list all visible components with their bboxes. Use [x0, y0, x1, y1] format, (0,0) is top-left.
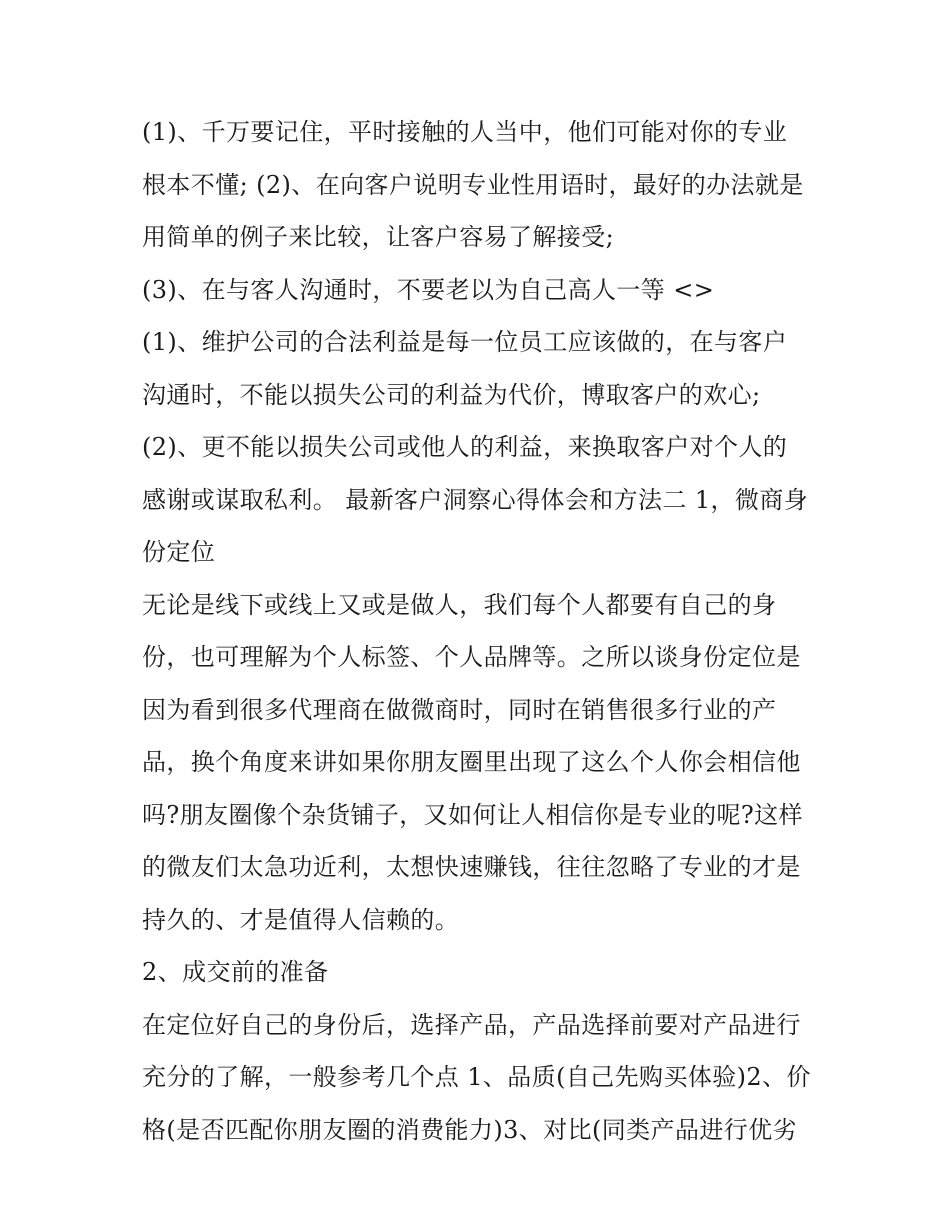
text-line: 的微友们太急功近利，太想快速赚钱，往往忽略了专业的才是 — [142, 853, 801, 881]
text-line: 品，换个角度来讲如果你朋友圈里出现了这么个人你会相信他 — [142, 748, 801, 776]
text-line: 在定位好自己的身份后，选择产品，产品选择前要对产品进行 — [142, 1010, 801, 1039]
text-line: 充分的了解，一般参考几个点 1、品质(自己先购买体验)2、价 — [142, 1063, 811, 1091]
text-line: 根本不懂; (2)、在向客户说明专业性用语时，最好的办法就是 — [142, 170, 804, 199]
text-line: (2)、更不能以损失公司或他人的利益，来换取客户对个人的 — [142, 433, 788, 461]
body-text — [142, 106, 822, 1156]
text-line: (1)、维护公司的合法利益是每一位员工应该做的，在与客户 — [142, 328, 788, 356]
text-line: 格(是否匹配你朋友圈的消费能力)3、对比(同类产品进行优劣 — [142, 1115, 797, 1144]
text-line: (3)、在与客人沟通时，不要老以为自己高人一等 <> — [142, 275, 715, 304]
text-line: 吗?朋友圈像个杂货铺子，又如何让人相信你是专业的呢?这样 — [142, 800, 803, 829]
text-line: (1)、千万要记住，平时接触的人当中，他们可能对你的专业 — [142, 118, 788, 146]
text-line: 份定位 — [142, 538, 216, 566]
text-line: 用简单的例子来比较，让客户容易了解接受; — [142, 223, 615, 251]
text-line: 感谢或谋取私利。 最新客户洞察心得体会和方法二 1，微商身 — [142, 485, 809, 514]
text-line: 份，也可理解为个人标签、个人品牌等。之所以谈身份定位是 — [142, 643, 801, 671]
text-line: 因为看到很多代理商在做微商时，同时在销售很多行业的产 — [142, 695, 777, 724]
text-line: 沟通时，不能以损失公司的利益为代价，博取客户的欢心; — [142, 380, 761, 409]
section-heading: 2、成交前的准备 — [142, 958, 329, 986]
text-line: 无论是线下或线上又或是做人，我们每个人都要有自己的身 — [142, 590, 777, 619]
text-line: 持久的、才是值得人信赖的。 — [142, 905, 460, 934]
